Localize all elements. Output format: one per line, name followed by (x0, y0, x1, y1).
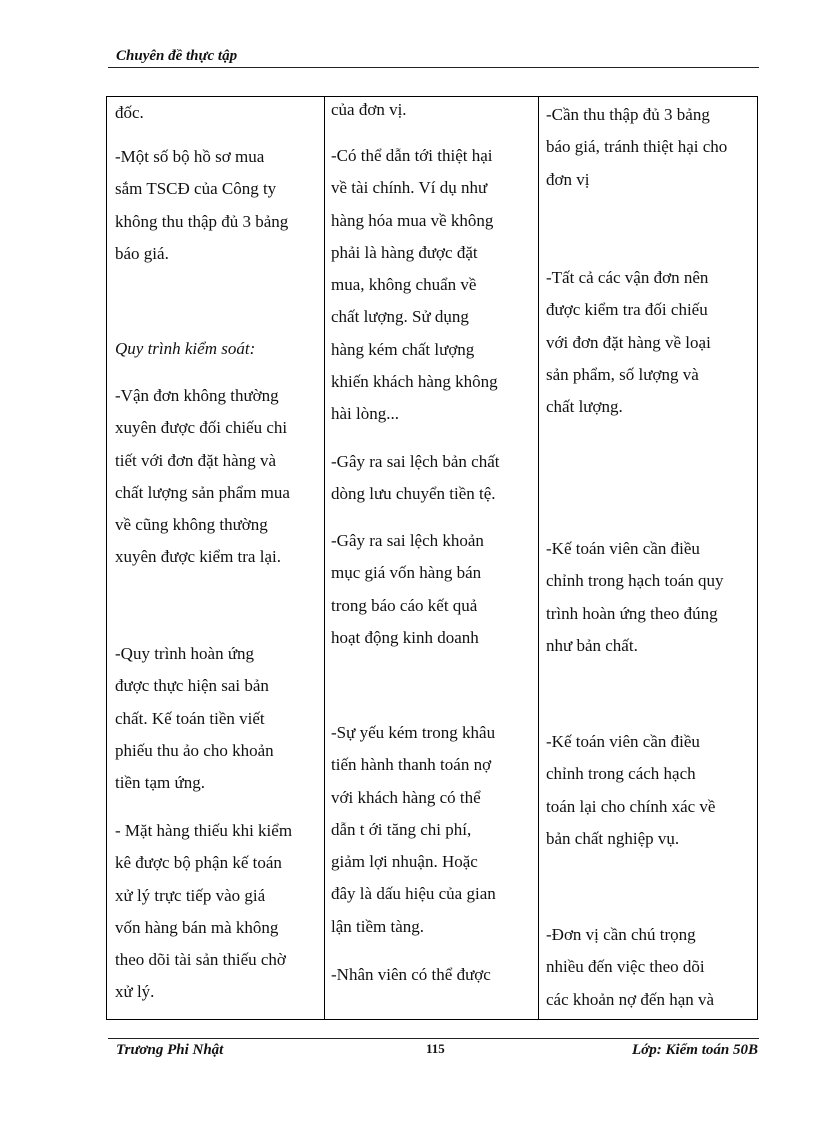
table-cell-text: của đơn vị. (331, 100, 407, 119)
table-cell-text: -Vận đơn không thường xuyên được đối chiếu chi tiết với đơn đặt hàng và chất lượng sản phẩm mua về cũng không thường xuyên được kiểm tra lại. (115, 386, 290, 567)
table-cell-text: -Đơn vị cần chú trọng nhiều đến việc theo dõi các khoản nợ đến hạn và (546, 925, 715, 1009)
footer-author: Trương Phi Nhật (116, 1042, 224, 1058)
table-cell-text: -Có thể dẫn tới thiệt hại về tài chính. Ví dụ như hàng hóa mua về không phải là hàng được đặt mua, không chuẩn về chất lượng. Sử dụng hàng kém chất lượng khiến khách hàng không hài lòng... (331, 146, 498, 424)
table-cell-text: - Mặt hàng thiếu khi kiểm kê được bộ phận kế toán xử lý trực tiếp vào giá vốn hàng bán mà không theo dõi tài sản thiếu chờ xử lý. (115, 821, 293, 1002)
table-column-recommendations (539, 97, 757, 1019)
table-cell-text: -Tất cả các vận đơn nên được kiểm tra đối chiếu với đơn đặt hàng về loại sản phẩm, số lượng và chất lượng. (546, 268, 711, 417)
table-cell-text: -Gây ra sai lệch khoản mục giá vốn hàng bán trong báo cáo kết quả hoạt động kinh doanh (331, 531, 484, 647)
table-cell-text: -Cần thu thập đủ 3 bảng báo giá, tránh thiệt hại cho đơn vị (546, 105, 728, 189)
table-cell-text: -Gây ra sai lệch bản chất dòng lưu chuyển tiền tệ. (331, 452, 500, 504)
table-cell-text: -Một số bộ hồ sơ mua sắm TSCĐ của Công ty không thu thập đủ 3 bảng báo giá. (115, 147, 289, 263)
table-cell-text: -Kế toán viên cần điều chỉnh trong hạch toán quy trình hoàn ứng theo đúng như bản chất. (546, 539, 724, 655)
table-cell-text: -Sự yếu kém trong khâu tiến hành thanh toán nợ với khách hàng có thể dẫn t ới tăng chi phí, giảm lợi nhuận. Hoặc đây là dấu hiệu của gian lận tiềm tàng. (331, 723, 496, 936)
footer-divider (108, 1038, 759, 1039)
table-cell-text: -Quy trình hoàn ứng được thực hiện sai bản chất. Kế toán tiền viết phiếu thu ảo cho khoản tiền tạm ứng. (115, 644, 274, 793)
table-cell-text: -Nhân viên có thể được (331, 965, 491, 984)
footer-class: Lớp: Kiểm toán 50B (632, 1042, 758, 1058)
content-table (106, 96, 758, 1020)
table-cell-heading: Quy trình kiểm soát: (115, 339, 256, 358)
table-column-consequences (325, 97, 539, 1019)
table-cell-text: đốc. (115, 103, 144, 122)
page-number: 115 (426, 1041, 445, 1056)
page-header-title: Chuyên đề thực tập (116, 48, 238, 64)
header-divider (108, 67, 759, 68)
table-column-issues (107, 97, 325, 1019)
table-cell-text: -Kế toán viên cần điều chỉnh trong cách hạch toán lại cho chính xác về bản chất nghiệp vụ. (546, 732, 716, 848)
